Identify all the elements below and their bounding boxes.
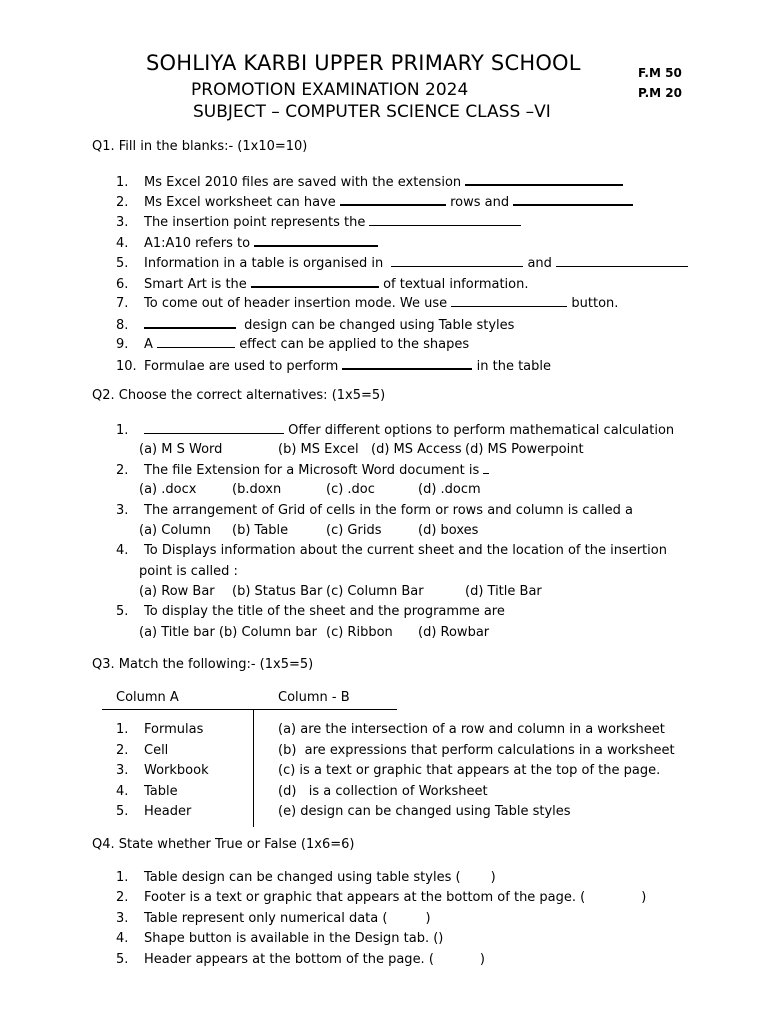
q1-item-3: 3. The insertion point represents the bbox=[116, 213, 521, 230]
blank-line bbox=[483, 461, 489, 474]
q2-item-1: 1. Offer different options to perform mathematical calculation bbox=[116, 423, 675, 438]
q2-opt-3d: (d) boxes bbox=[418, 523, 479, 538]
q4-item-2: 2. Footer is a text or graphic that appears at the bottom of the page. ( ) bbox=[116, 890, 647, 905]
q2-opt-2c: (c) .doc bbox=[326, 482, 375, 497]
blank-line bbox=[369, 213, 521, 226]
q3-header-rule bbox=[102, 709, 397, 710]
q3-column-divider bbox=[253, 709, 254, 827]
q2-opt-3a: (a) Column bbox=[139, 523, 212, 538]
subject-title: SUBJECT – COMPUTER SCIENCE CLASS –VI bbox=[193, 102, 551, 122]
q3-row-5-a: 5. Header bbox=[116, 804, 192, 819]
blank-line bbox=[340, 192, 446, 206]
q4-item-4: 4. Shape button is available in the Design tab. () bbox=[116, 931, 444, 946]
blank-line bbox=[342, 356, 472, 370]
school-name: SOHLIYA KARBI UPPER PRIMARY SCHOOL bbox=[146, 51, 581, 75]
q2-opt-5d: (d) Rowbar bbox=[418, 625, 490, 640]
blank-line bbox=[465, 172, 623, 186]
blank-line bbox=[251, 274, 379, 288]
q3-row-1-a: 1. Formulas bbox=[116, 722, 204, 737]
q2-opt-2b: (b.doxn bbox=[232, 482, 282, 497]
q2-opt-4a: (a) Row Bar bbox=[139, 584, 215, 599]
q2-item-4: 4. To Displays information about the current sheet and the location of the insertion bbox=[116, 543, 667, 558]
q3-row-3-b: (c) is a text or graphic that appears at the top of the page. bbox=[278, 763, 661, 778]
blank-line bbox=[254, 233, 378, 247]
q2-opt-1b: (b) MS Excel bbox=[278, 442, 359, 457]
exam-title: PROMOTION EXAMINATION 2024 bbox=[191, 80, 469, 100]
full-marks: F.M 50 bbox=[638, 66, 682, 80]
q2-item-3: 3. The arrangement of Grid of cells in the form or rows and column is called a bbox=[116, 503, 633, 518]
blank-line bbox=[513, 192, 633, 206]
q4-title: Q4. State whether True or False (1x6=6) bbox=[92, 837, 355, 852]
blank-line bbox=[144, 315, 236, 329]
q1-item-4: 4. A1:A10 refers to bbox=[116, 233, 378, 251]
q4-item-1: 1. Table design can be changed using table styles ( ) bbox=[116, 870, 496, 885]
q2-opt-4b: (b) Status Bar bbox=[232, 584, 323, 599]
q1-item-10: 10. Formulae are used to perform in the table bbox=[116, 356, 551, 374]
q2-opt-1a: (a) M S Word bbox=[139, 442, 223, 457]
q3-row-2-a: 2. Cell bbox=[116, 743, 169, 758]
q3-row-4-a: 4. Table bbox=[116, 784, 178, 799]
q3-row-2-b: (b) are expressions that perform calculations in a worksheet bbox=[278, 743, 675, 758]
q3-column-b-header: Column - B bbox=[278, 690, 350, 705]
q1-item-9: 9. A effect can be applied to the shapes bbox=[116, 337, 470, 352]
q1-item-8: 8. design can be changed using Table styles bbox=[116, 315, 514, 333]
q1-item-1: 1. Ms Excel 2010 files are saved with the extension bbox=[116, 172, 623, 190]
q2-opt-4c: (c) Column Bar bbox=[326, 584, 424, 599]
q1-title: Q1. Fill in the blanks:- (1x10=10) bbox=[92, 139, 308, 154]
q2-item-4-cont: point is called : bbox=[139, 564, 238, 579]
blank-line bbox=[144, 421, 284, 434]
q1-item-7: 7. To come out of header insertion mode. We use button. bbox=[116, 296, 619, 311]
q2-opt-3b: (b) Table bbox=[232, 523, 289, 538]
q3-column-a-header: Column A bbox=[116, 690, 179, 705]
q2-opt-3c: (c) Grids bbox=[326, 523, 382, 538]
q3-row-5-b: (e) design can be changed using Table styles bbox=[278, 804, 571, 819]
q3-row-3-a: 3. Workbook bbox=[116, 763, 209, 778]
q3-row-1-b: (a) are the intersection of a row and column in a worksheet bbox=[278, 722, 665, 737]
blank-line bbox=[391, 254, 523, 267]
q2-title: Q2. Choose the correct alternatives: (1x5=5) bbox=[92, 388, 386, 403]
q2-opt-4d: (d) Title Bar bbox=[465, 584, 542, 599]
q4-item-3: 3. Table represent only numerical data ( ) bbox=[116, 911, 431, 926]
q2-item-5: 5. To display the title of the sheet and the programme are bbox=[116, 604, 505, 619]
q2-opt-1c: (d) MS Access bbox=[371, 442, 462, 457]
q3-title: Q3. Match the following:- (1x5=5) bbox=[92, 657, 314, 672]
q1-item-2: 2. Ms Excel worksheet can have rows and bbox=[116, 192, 633, 210]
q2-opt-1d: (d) MS Powerpoint bbox=[465, 442, 584, 457]
q2-opt-2a: (a) .docx bbox=[139, 482, 197, 497]
blank-line bbox=[556, 254, 688, 267]
pass-marks: P.M 20 bbox=[638, 86, 682, 100]
q2-opt-2d: (d) .docm bbox=[418, 482, 481, 497]
q4-item-5: 5. Header appears at the bottom of the page. ( ) bbox=[116, 952, 485, 967]
q3-row-4-b: (d) is a collection of Worksheet bbox=[278, 784, 488, 799]
q2-item-2: 2. The file Extension for a Microsoft Word document is bbox=[116, 461, 489, 478]
q1-item-5: 5. Information in a table is organised in and bbox=[116, 254, 688, 271]
q2-opt-5a: (a) Title bar (b) Column bar bbox=[139, 625, 317, 640]
q2-opt-5c: (c) Ribbon bbox=[326, 625, 393, 640]
blank-line bbox=[157, 335, 235, 348]
blank-line bbox=[451, 294, 567, 307]
q1-item-6: 6. Smart Art is the of textual information. bbox=[116, 274, 529, 292]
